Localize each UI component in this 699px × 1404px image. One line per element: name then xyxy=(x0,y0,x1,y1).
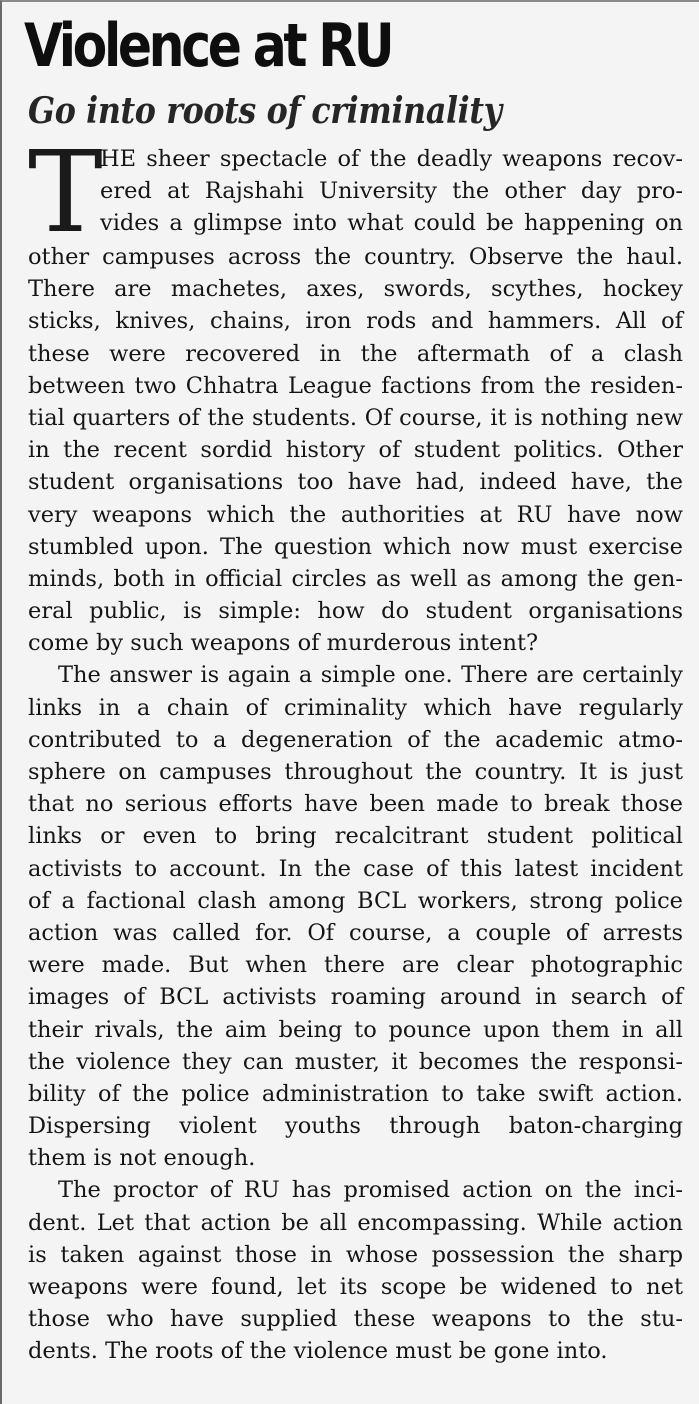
text-line: action was called for. Of course, a couple of arrests xyxy=(28,919,683,946)
text-line: sticks, knives, chains, iron rods and hammers. All of xyxy=(28,308,683,335)
text-line: the violence they can muster, it becomes the responsi- xyxy=(28,1048,683,1075)
subheadline: Go into roots of criminality xyxy=(28,90,502,132)
text-line: dent. Let that action be all encompassing. While action xyxy=(28,1209,683,1236)
text-line: images of BCL activists roaming around in search of xyxy=(28,984,683,1011)
text-line: ered at Rajshahi University the other day pro- xyxy=(100,178,683,205)
text-line: come by such weapons of murderous intent? xyxy=(28,630,539,657)
text-line: them is not enough. xyxy=(28,1145,256,1172)
article-body xyxy=(28,128,683,1368)
text-line: Dispersing violent youths through baton-charging xyxy=(28,1113,683,1140)
text-line: tial quarters of the students. Of course, it is nothing new xyxy=(28,404,683,431)
drop-cap-wrapped-lines xyxy=(100,143,683,240)
text-line: those who have supplied these weapons to the stu- xyxy=(28,1306,683,1333)
headline: Violence at RU xyxy=(24,11,392,81)
text-line: very weapons which the authorities at RU have now xyxy=(28,501,683,528)
text-line: There are machetes, axes, swords, scythes, hockey xyxy=(28,276,683,303)
text-line: HE sheer spectacle of the deadly weapons recov- xyxy=(100,146,683,172)
text-line: these were recovered in the aftermath of a clash xyxy=(28,340,683,367)
text-line: in the recent sordid history of student politics. Other xyxy=(28,437,683,464)
text-line: links or even to bring recalcitrant student political xyxy=(28,823,683,850)
text-line: dents. The roots of the violence must be gone into. xyxy=(28,1338,608,1365)
text-line: contributed to a degeneration of the academic atmo- xyxy=(28,726,683,753)
drop-cap: T xyxy=(28,128,103,258)
text-line: minds, both in official circles as well as among the gen- xyxy=(28,565,683,592)
text-line: eral public, is simple: how do student organisations xyxy=(28,598,683,625)
text-line: The proctor of RU has promised action on the inci- xyxy=(58,1177,683,1204)
text-line: bility of the police administration to take swift action. xyxy=(28,1080,683,1107)
text-line: is taken against those in whose possession the sharp xyxy=(28,1241,683,1268)
text-line: other campuses across the country. Observe the haul. xyxy=(28,244,683,270)
text-line: that no serious efforts have been made to break those xyxy=(28,791,683,818)
text-line: sphere on campuses throughout the country. It is just xyxy=(28,759,683,785)
text-line: The answer is again a simple one. There are certainly xyxy=(58,662,683,689)
text-line: of a factional clash among BCL workers, strong police xyxy=(28,887,683,914)
text-line: activists to account. In the case of this latest incident xyxy=(28,855,683,882)
text-line: their rivals, the aim being to pounce upon them in all xyxy=(28,1016,683,1043)
text-line: stumbled upon. The question which now must exercise xyxy=(28,533,683,560)
text-line: weapons were found, let its scope be widened to net xyxy=(28,1274,683,1300)
text-line: vides a glimpse into what could be happening on xyxy=(100,210,683,237)
text-line: student organisations too have had, indeed have, the xyxy=(28,469,683,496)
text-line: were made. But when there are clear photographic xyxy=(28,952,683,979)
text-line: between two Chhatra League factions from the residen- xyxy=(28,372,683,399)
text-line: links in a chain of criminality which have regularly xyxy=(28,694,683,721)
